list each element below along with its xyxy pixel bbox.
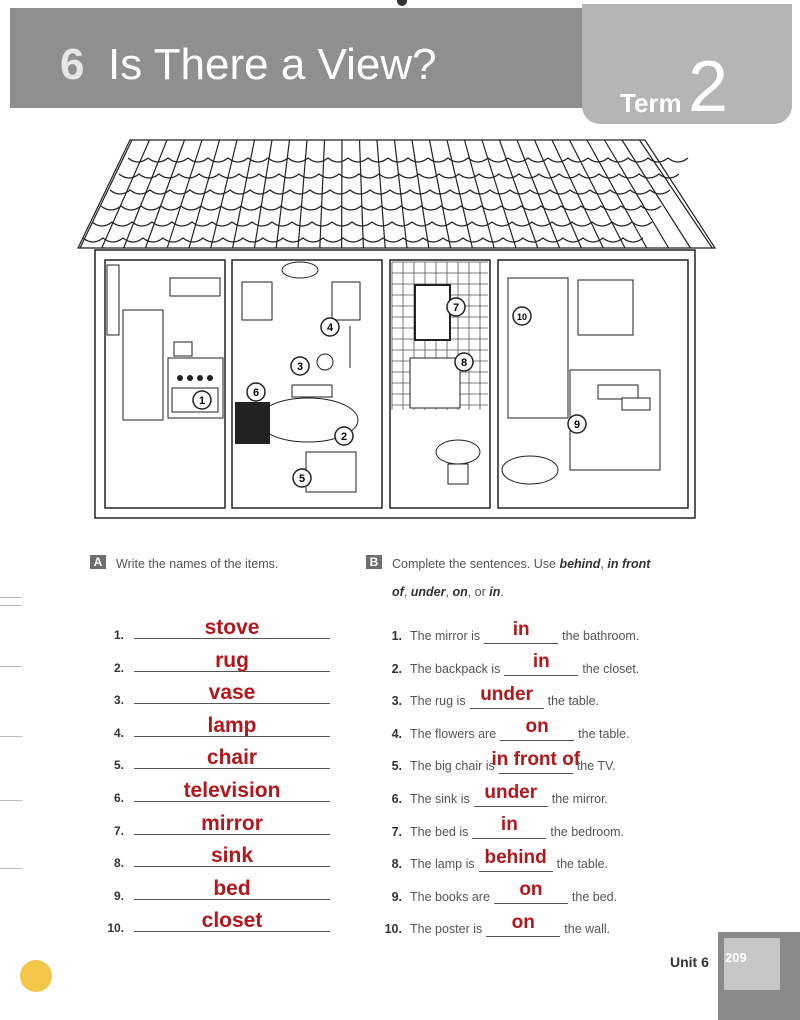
item-number: 3.: [391, 694, 402, 709]
roof: [78, 140, 715, 248]
instruction-keyword: under: [410, 585, 446, 599]
sentence-row: [384, 618, 714, 648]
sentence-before: The rug is: [410, 694, 466, 709]
sentence-blank: [494, 879, 568, 904]
margin-line: [0, 800, 22, 801]
term-number: 2: [688, 47, 729, 127]
publisher-logo-icon: [20, 960, 52, 992]
sentence-blank: [500, 716, 574, 741]
section-b-badge: B: [366, 555, 382, 569]
instruction-text: ,: [403, 585, 411, 599]
sentence-after: the TV.: [576, 759, 616, 774]
sentence-blank: [504, 651, 578, 676]
instruction-text: , or: [467, 585, 490, 599]
callout-number: 4: [326, 322, 334, 334]
sentence-after: the table.: [578, 726, 630, 741]
footer-unit: Unit 6: [670, 954, 709, 970]
sentence-after: the wall.: [564, 922, 611, 937]
sentence-row: [384, 911, 714, 941]
sentence-before: The mirror is: [410, 629, 481, 643]
house-cutaway-illustration: [70, 130, 720, 525]
item-number: 9.: [391, 889, 402, 904]
sentence-before: The books are: [410, 889, 490, 904]
instruction-text: ,: [445, 585, 453, 599]
sentence-after: the table.: [556, 857, 609, 872]
sentence-row: [384, 846, 714, 876]
sentence-row: [384, 879, 714, 909]
answer-text[interactable]: in: [500, 814, 518, 836]
margin-line: [0, 868, 22, 869]
answer-text[interactable]: under: [484, 781, 538, 803]
sentence-before: The big chair is: [410, 759, 495, 774]
page-number: 209: [725, 950, 747, 965]
sentence-before: The sink is: [410, 792, 470, 806]
answer-row: [104, 844, 334, 876]
item-number: 3.: [113, 693, 124, 708]
answer-text[interactable]: closet: [201, 909, 263, 933]
instruction-keyword: behind: [559, 557, 601, 571]
callout-number: 10: [516, 312, 528, 322]
sentence-blank: [474, 781, 548, 807]
instruction-keyword: in: [489, 585, 501, 599]
sentence-after: the bathroom.: [562, 629, 640, 643]
sentence-row: [384, 748, 714, 778]
answer-row: [104, 876, 334, 909]
answer-text[interactable]: stove: [204, 616, 260, 639]
sentence-after: the bedroom.: [550, 824, 625, 839]
item-number: 8.: [391, 857, 402, 872]
item-number: 9.: [113, 888, 124, 903]
item-number: 6.: [113, 791, 124, 805]
sentence-before: The backpack is: [410, 661, 501, 676]
instruction-text: .: [500, 585, 504, 599]
callout-number: 3: [296, 361, 304, 373]
binding-dot: [397, 0, 407, 6]
section-b-instruction-line2: [392, 585, 504, 599]
answer-text[interactable]: lamp: [207, 713, 257, 737]
sentence-blank: [484, 618, 558, 644]
section-b-instruction-line1: [392, 557, 650, 571]
sentence-row: [384, 651, 714, 681]
item-number: 10.: [107, 921, 124, 936]
answer-text[interactable]: behind: [484, 846, 547, 868]
item-number: 2.: [113, 660, 124, 675]
sentence-blank: [486, 911, 560, 937]
sentence-before: The flowers are: [410, 726, 497, 741]
answer-text[interactable]: television: [183, 779, 281, 802]
sentence-row: [384, 781, 714, 811]
callout-number: 1: [198, 395, 206, 407]
answer-text[interactable]: bed: [213, 876, 251, 900]
answer-text[interactable]: on: [525, 716, 549, 738]
instruction-keyword: on: [452, 585, 468, 599]
sentence-after: the mirror.: [551, 792, 609, 806]
answer-row: [104, 648, 334, 681]
answer-text[interactable]: on: [511, 911, 535, 933]
callout-number: 2: [340, 431, 348, 443]
item-number: 5.: [391, 759, 402, 774]
page-title: Is There a View?: [108, 40, 437, 89]
item-number: 2.: [391, 661, 402, 676]
answer-row: [104, 713, 334, 746]
margin-line: [0, 666, 22, 667]
callout-number: 8: [460, 357, 468, 369]
sentence-row: [384, 814, 714, 844]
instruction-text: Complete the sentences. Use: [392, 557, 560, 571]
answer-text[interactable]: sink: [210, 844, 254, 868]
sentence-before: The bed is: [410, 824, 469, 839]
term-box: [582, 4, 792, 124]
item-number: 8.: [113, 856, 124, 871]
item-number: 4.: [391, 726, 402, 741]
callout-number: 9: [573, 419, 581, 431]
sentence-before: The poster is: [410, 922, 483, 937]
answer-row: [104, 681, 334, 713]
item-number: 10.: [384, 922, 402, 937]
answer-text[interactable]: mirror: [201, 811, 263, 835]
margin-line: [0, 736, 22, 737]
instruction-text: ,: [600, 557, 608, 571]
answer-row: [104, 811, 334, 844]
item-number: 7.: [391, 824, 402, 839]
answer-row: [104, 616, 334, 648]
sentence-before: The lamp is: [410, 857, 475, 872]
instruction-keyword: of: [392, 585, 404, 599]
instruction-keyword: in front: [607, 557, 651, 571]
sentence-after: the closet.: [582, 661, 640, 676]
margin-line: [0, 597, 22, 598]
sentence-row: [384, 683, 714, 713]
margin-line: [0, 605, 22, 606]
sentence-after: the bed.: [571, 889, 618, 904]
sentence-blank: [470, 683, 544, 709]
item-number: 1.: [113, 628, 124, 642]
callout-number: 5: [298, 473, 306, 485]
answer-row: [104, 746, 334, 778]
item-number: 5.: [113, 758, 124, 773]
unit-number: 6: [60, 40, 85, 89]
answer-row: [104, 779, 334, 811]
answer-row: [104, 909, 334, 941]
sentence-blank: [472, 814, 546, 839]
item-number: 4.: [113, 725, 124, 740]
item-number: 1.: [391, 629, 402, 643]
sentence-row: [384, 716, 714, 746]
item-number: 7.: [113, 823, 124, 838]
answer-text[interactable]: under: [480, 683, 533, 705]
sentence-blank: [491, 748, 581, 774]
answer-text[interactable]: rug: [215, 648, 249, 672]
answer-text[interactable]: on: [519, 879, 543, 901]
answer-text[interactable]: in: [532, 651, 550, 673]
section-a-instruction: Write the names of the items.: [116, 557, 279, 571]
term-label: Term: [620, 88, 682, 118]
answer-text[interactable]: in: [512, 618, 530, 640]
callout-number: 7: [452, 302, 460, 314]
answer-text[interactable]: vase: [208, 681, 256, 705]
item-number: 6.: [391, 792, 402, 806]
answer-text[interactable]: chair: [206, 746, 258, 770]
section-a-badge: A: [90, 555, 106, 569]
callout-number: 6: [252, 387, 260, 399]
answer-text[interactable]: in front of: [491, 748, 581, 770]
sentence-after: the table.: [547, 694, 600, 709]
sentence-blank: [479, 846, 553, 872]
